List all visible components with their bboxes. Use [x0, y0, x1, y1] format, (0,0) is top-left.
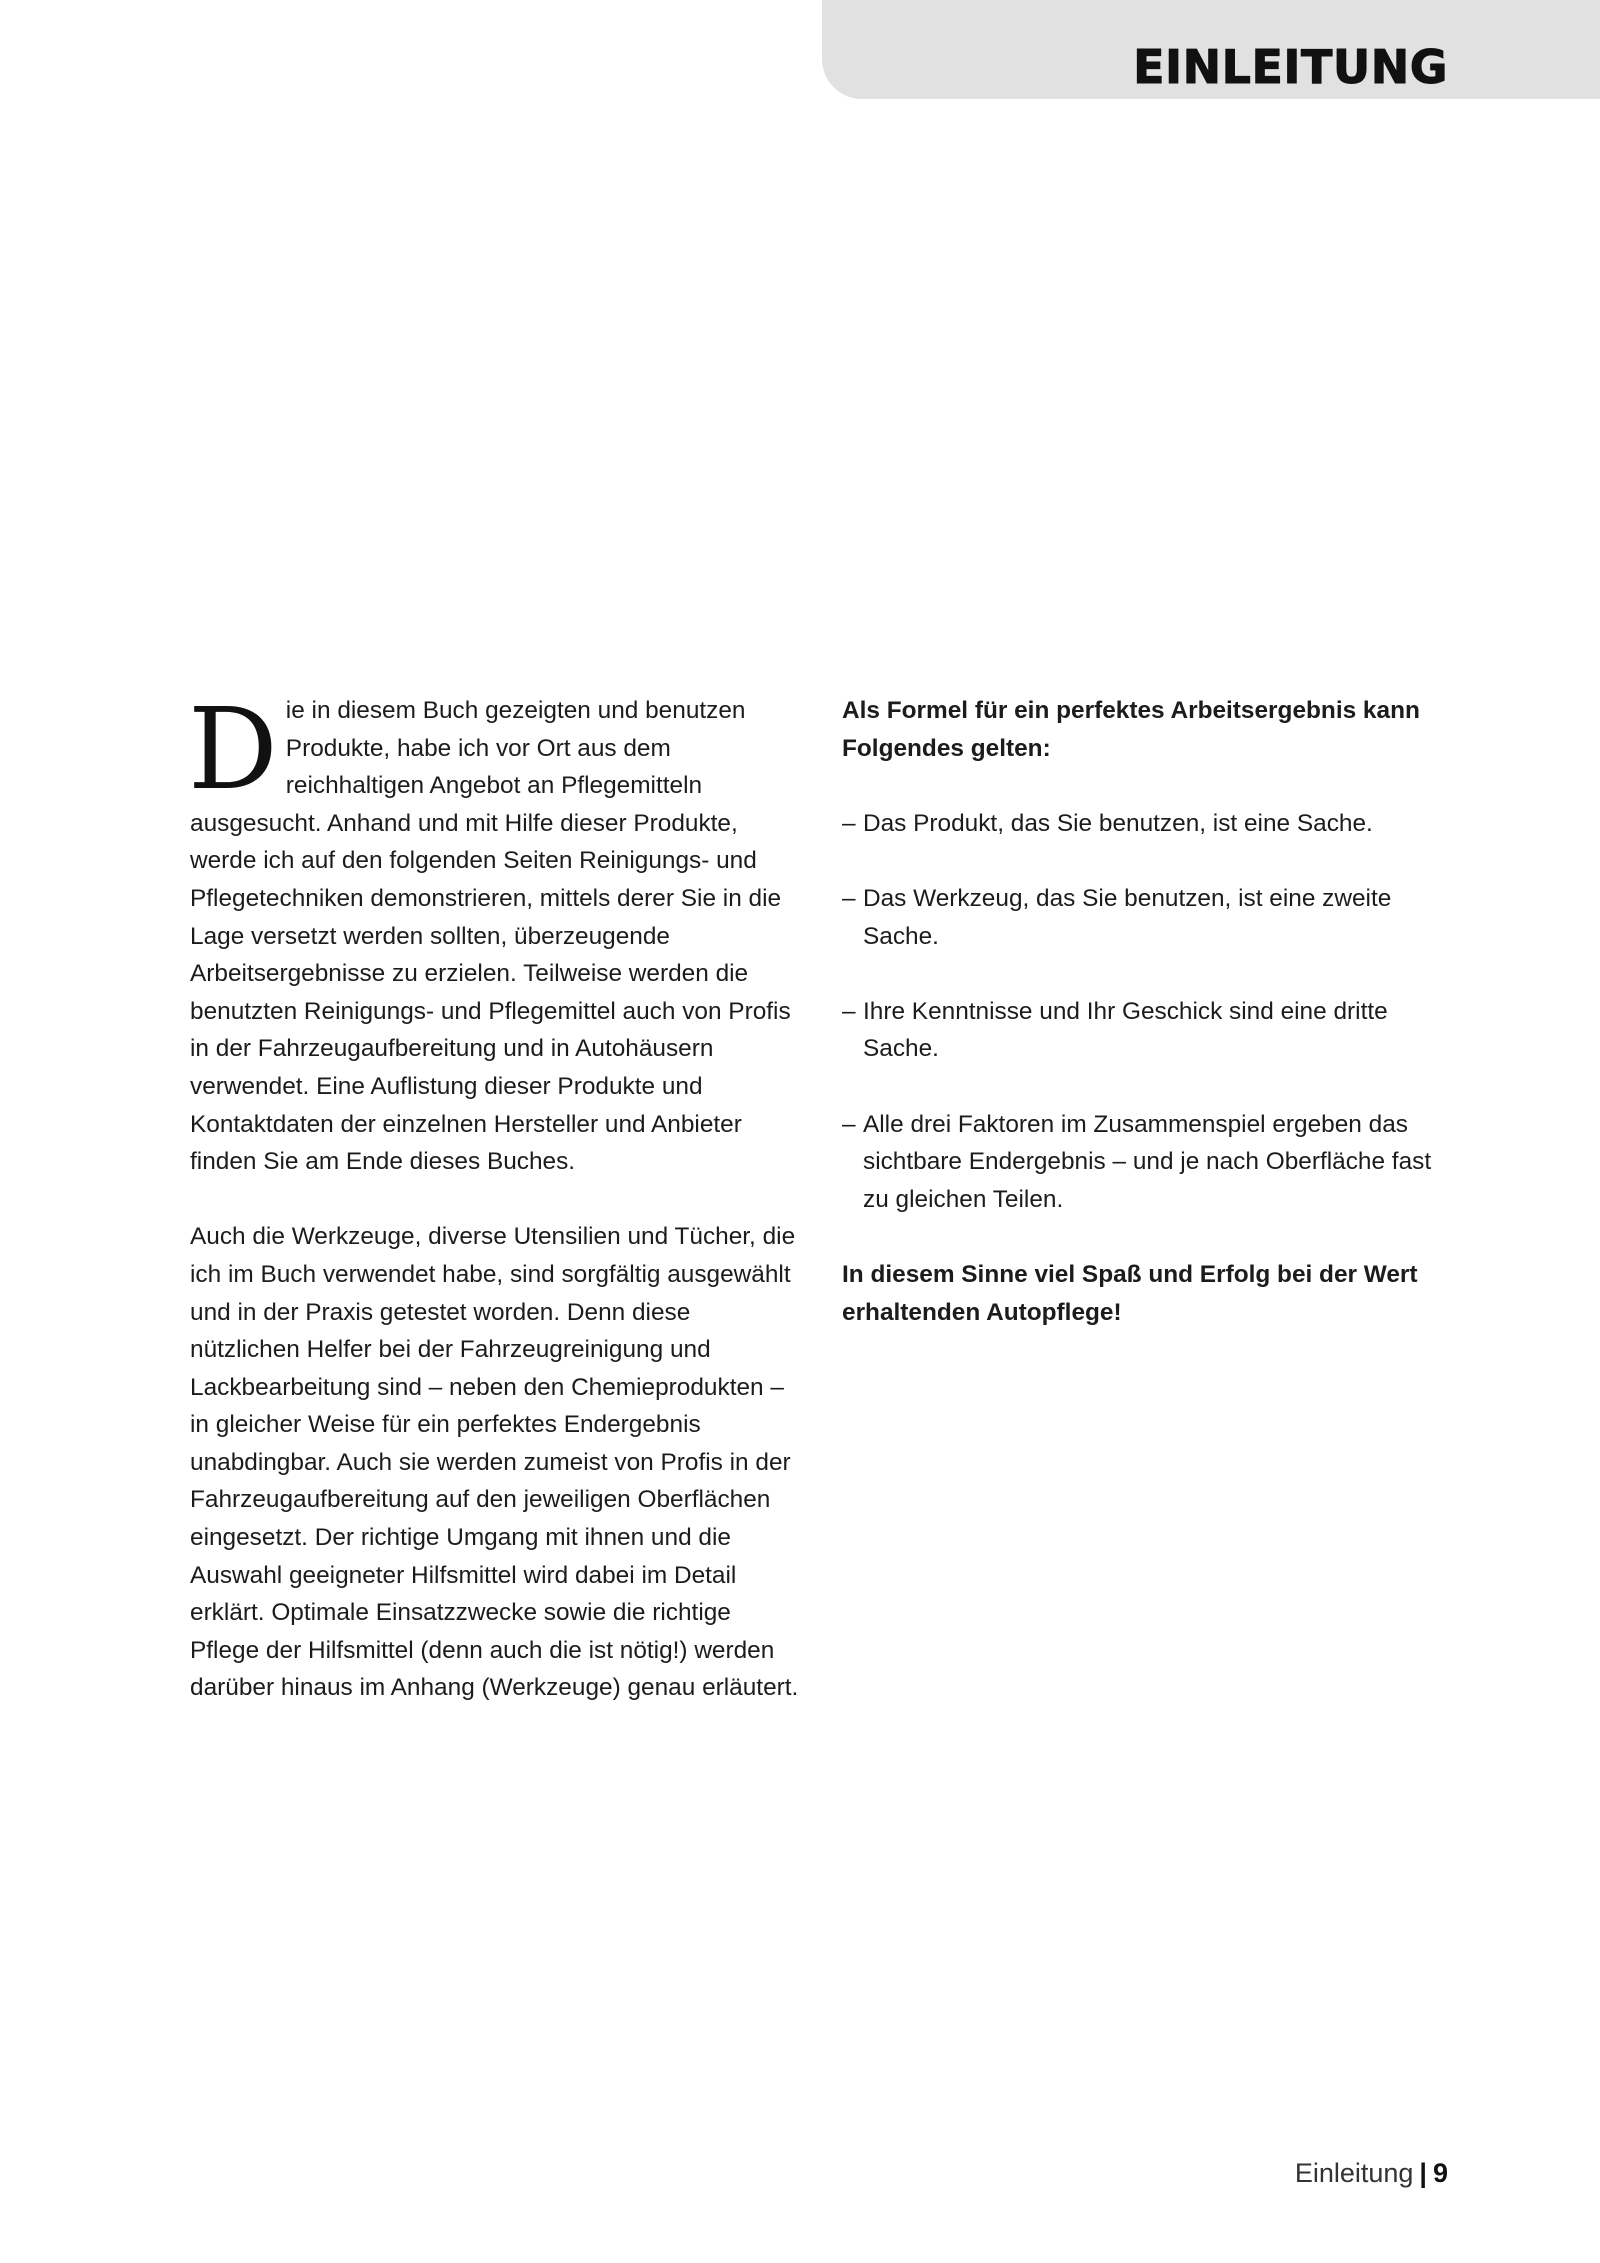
formula-list: [842, 805, 1452, 1219]
list-item: – Alle drei Faktoren im Zusammenspiel ergeben das sichtbare Endergebnis – und je nach Oberfläche fast zu gleichen Teilen.: [842, 1106, 1452, 1219]
intro-paragraph: [188, 685, 800, 1181]
closing-statement: In diesem Sinne viel Spaß und Erfolg bei der Wert erhaltenden Autopflege!: [842, 1260, 1418, 1326]
section-title: EINLEITUNG: [1133, 40, 1448, 94]
left-column: [188, 685, 800, 1745]
list-item: – Das Werkzeug, das Sie benutzen, ist eine zweite Sache.: [842, 880, 1452, 955]
right-column: [842, 692, 1452, 1369]
page-footer: [1295, 2158, 1448, 2189]
page-number: 9: [1432, 2158, 1448, 2188]
footer-section-name: Einleitung: [1294, 2158, 1414, 2188]
formula-intro: Als Formel für ein perfektes Arbeitsergebnis kann Folgendes gelten:: [842, 697, 1420, 762]
list-item: – Ihre Kenntnisse und Ihr Geschick sind eine dritte Sache.: [842, 993, 1452, 1068]
list-item: – Das Produkt, das Sie benutzen, ist eine Sache.: [842, 805, 1452, 843]
intro-paragraph-text: ie in diesem Buch gezeigten und benutzen Produkte, habe ich vor Ort aus dem reichhaltigen Angebot an Pflegemitteln ausgesucht. Anhand und mit Hilfe dieser Produkte, werde ich auf den folgenden Seiten Reinigungs- und Pflegetechniken demonstrieren, mittels derer Sie in die Lage versetzt werden sollten, überzeugende Arbeitsergebnisse zu erzielen. Teilweise werden die benutzten Reinigungs- und Pflegemittel auch von Profis in der Fahrzeugaufbereitung und in Autohäusern verwendet. Eine Auflistung dieser Produkte und Kontaktdaten der einzelnen Hersteller und Anbieter finden Sie am Ende dieses Buches.: [190, 697, 791, 1176]
footer-separator: |: [1419, 2158, 1427, 2188]
tools-paragraph: Auch die Werkzeuge, diverse Utensilien und Tücher, die ich im Buch verwendet habe, sind sorgfältig ausgewählt und in der Praxis getestet worden. Denn diese nützlichen Helfer bei der Fahrzeugreinigung und Lackbearbeitung sind – neben den Chemieprodukten – in gleicher Weise für ein perfektes Endergebnis unabdingbar. Auch sie werden zumeist von Profis in der Fahrzeugaufbereitung auf den jeweiligen Oberflächen eingesetzt. Der richtige Umgang mit ihnen und die Auswahl geeigneter Hilfsmittel wird dabei im Detail erklärt. Optimale Einsatzzwecke sowie die richtige Pflege der Hilfsmittel (denn auch die ist nötig!) werden darüber hinaus im Anhang (Werkzeuge) genau erläutert.: [190, 1223, 799, 1702]
drop-cap: D: [188, 685, 278, 815]
